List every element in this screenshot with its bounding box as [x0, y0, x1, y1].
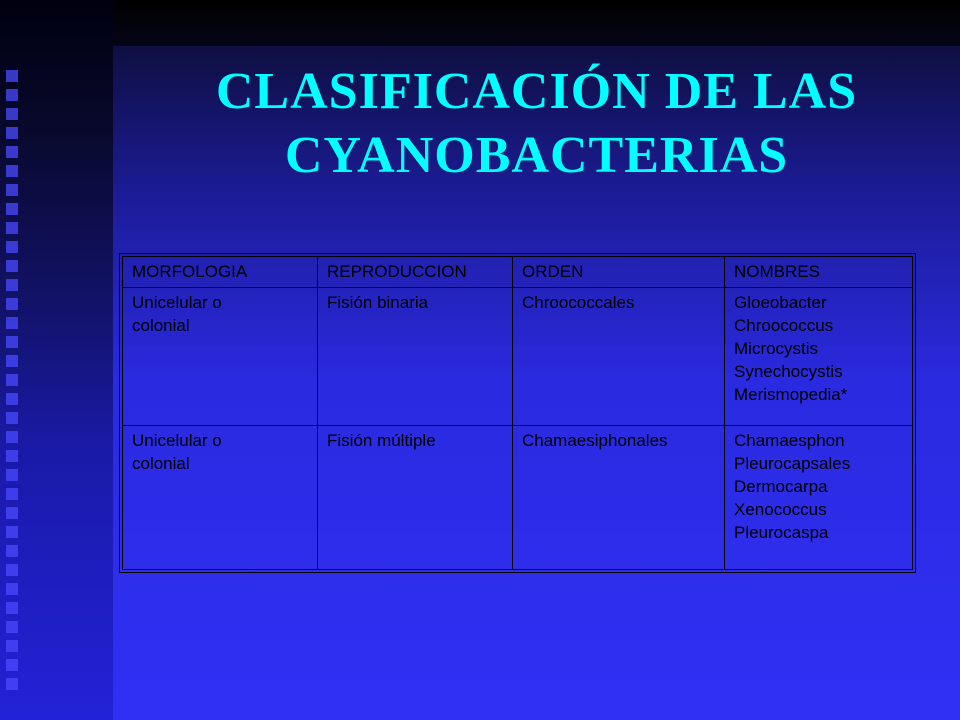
square-bullet-icon	[6, 336, 18, 348]
cell-line: colonial	[132, 454, 190, 473]
square-bullet-icon	[6, 545, 18, 557]
cell-orden: Chamaesiphonales	[513, 426, 725, 570]
header-reproduccion: REPRODUCCION	[318, 257, 513, 288]
top-decorative-band	[113, 0, 960, 46]
square-bullet-icon	[6, 165, 18, 177]
square-bullet-icon	[6, 659, 18, 671]
square-bullet-icon	[6, 317, 18, 329]
cell-line: Pleurocaspa	[734, 523, 829, 542]
square-bullet-icon	[6, 374, 18, 386]
left-decorative-band	[0, 0, 113, 720]
square-bullet-icon	[6, 298, 18, 310]
cell-line: Merismopedia*	[734, 385, 848, 404]
square-bullet-icon	[6, 469, 18, 481]
square-bullet-icon	[6, 184, 18, 196]
cell-nombres	[725, 426, 913, 570]
square-bullet-icon	[6, 222, 18, 234]
square-bullet-icon	[6, 507, 18, 519]
classification-table	[122, 256, 913, 570]
cell-orden: Chroococcales	[513, 288, 725, 426]
square-bullet-icon	[6, 260, 18, 272]
square-bullet-icon	[6, 241, 18, 253]
header-nombres: NOMBRES	[725, 257, 913, 288]
square-bullet-icon	[6, 108, 18, 120]
square-bullet-icon	[6, 602, 18, 614]
cell-line: Synechocystis	[734, 362, 843, 381]
cell-line: Dermocarpa	[734, 477, 828, 496]
cell-line: Gloeobacter	[734, 293, 827, 312]
title-line-2: CYANOBACTERIAS	[284, 127, 789, 184]
cell-morfologia	[123, 426, 318, 570]
cell-line: colonial	[132, 316, 190, 335]
cell-line: Unicelular o	[132, 431, 222, 450]
square-bullet-icon	[6, 431, 18, 443]
square-bullet-icon	[6, 146, 18, 158]
cell-line: Pleurocapsales	[734, 454, 851, 473]
cell-line: Unicelular o	[132, 293, 222, 312]
header-orden: ORDEN	[513, 257, 725, 288]
square-bullet-pattern	[6, 70, 26, 697]
square-bullet-icon	[6, 678, 18, 690]
cell-line: Microcystis	[734, 339, 819, 358]
table-header-row	[123, 257, 913, 288]
cell-line: Xenococcus	[734, 500, 827, 519]
square-bullet-icon	[6, 640, 18, 652]
cell-morfologia	[123, 288, 318, 426]
cell-line: Chamaesphon	[734, 431, 845, 450]
table-row	[123, 426, 913, 570]
square-bullet-icon	[6, 279, 18, 291]
square-bullet-icon	[6, 488, 18, 500]
square-bullet-icon	[6, 355, 18, 367]
square-bullet-icon	[6, 393, 18, 405]
classification-table-frame	[119, 253, 916, 573]
square-bullet-icon	[6, 70, 18, 82]
cell-reproduccion: Fisión binaria	[318, 288, 513, 426]
header-morfologia: MORFOLOGIA	[123, 257, 318, 288]
square-bullet-icon	[6, 89, 18, 101]
square-bullet-icon	[6, 203, 18, 215]
cell-line: Chroococcus	[734, 316, 834, 335]
square-bullet-icon	[6, 564, 18, 576]
table-row	[123, 288, 913, 426]
square-bullet-icon	[6, 450, 18, 462]
title-line-1: CLASIFICACIÓN DE LAS	[215, 63, 858, 120]
square-bullet-icon	[6, 526, 18, 538]
slide-title	[113, 60, 960, 188]
square-bullet-icon	[6, 583, 18, 595]
square-bullet-icon	[6, 621, 18, 633]
cell-nombres	[725, 288, 913, 426]
square-bullet-icon	[6, 412, 18, 424]
square-bullet-icon	[6, 127, 18, 139]
cell-reproduccion: Fisión múltiple	[318, 426, 513, 570]
